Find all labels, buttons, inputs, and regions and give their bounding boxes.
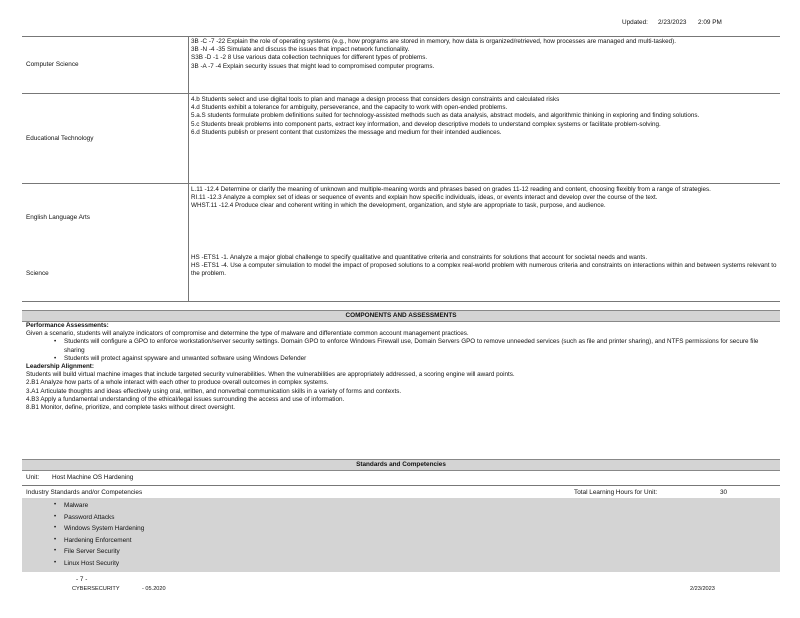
performance-intro: Given a scenario, students will analyze indicators of compromise and determine the type of malware and differentiate common account management practices.	[26, 330, 469, 338]
total-hours-value: 30	[720, 489, 728, 496]
industry-label: Industry Standards and/or Competencies	[26, 489, 143, 496]
list-item: 4.B3 Apply a fundamental understanding of the ethical/legal issues surrounding the access and use of information.	[26, 395, 345, 403]
standard-entry: 4.d Students exhibit a tolerance for ambiguity, perseverance, and the capacity to work with open-ended problems.	[191, 104, 508, 112]
subject-english-language-arts: English Language Arts	[26, 214, 90, 221]
standards-cell-science	[191, 254, 779, 279]
list-item: 3.A1 Articulate thoughts and ideas effectively using oral, written, and nonverbal communication skills in a variety of forms and contexts.	[26, 387, 402, 395]
standard-entry: WHST.11 -12.4 Produce clear and coherent writing in which the development, organization, and style are appropriate to task, purpose, and audience.	[191, 202, 606, 210]
list-item: 8.B1 Monitor, define, prioritize, and complete tasks without direct oversight.	[26, 404, 235, 412]
competency-list	[64, 500, 144, 570]
list-item: • Password Attacks	[64, 512, 144, 524]
standard-entry: L.11 -12.4 Determine or clarify the meaning of unknown and multiple-meaning words and phrases based on grades 11-12 reading and content, choosing flexibly from a range of strategies.	[191, 186, 711, 193]
list-item: • Hardening Enforcement	[64, 535, 144, 547]
list-item: 2.B1 Analyze how parts of a whole interact with each other to produce overall outcomes in complex systems.	[26, 379, 329, 387]
subject-educational-technology: Educational Technology	[26, 135, 94, 142]
standard-entry: 3B -N -4 -35 Simulate and discuss the issues that impact network functionality.	[191, 46, 410, 54]
leadership-intro: Students will build virtual machine images that include targeted security vulnerabilities. When the vulnerabilities are appropriately addressed, a scoring engine will award points.	[26, 371, 515, 379]
list-item: • Students will protect against spyware and unwanted software using Windows Defender	[64, 355, 778, 363]
standard-entry: 4.b Students select and use digital tools to plan and manage a design process that considers design constraints and calculated risks	[191, 96, 560, 103]
standard-entry: HS -ETS1 -4. Use a computer simulation to model the impact of proposed solutions to a complex real-world problem with numerous criteria and constraints on interactions within and between systems relevant to the problem.	[191, 262, 777, 278]
competency-panel	[22, 498, 780, 572]
list-item: • Students will configure a GPO to enforce workstation/server security settings. Domain GPO to enforce Windows Firewall use, Domain Servers GPO to remove unneeded services (such as file and printer sharing), and NTFS permissions for secure file sharing	[64, 338, 778, 354]
row-divider	[22, 183, 780, 184]
components-band-title: COMPONENTS AND ASSESSMENTS	[345, 312, 457, 319]
leadership-heading: Leadership Alignment:	[26, 363, 94, 371]
footer-date: 2/23/2023	[690, 586, 715, 592]
updated-date: 2/23/2023	[658, 19, 687, 26]
list-item: • File Server Security	[64, 546, 144, 558]
performance-section	[26, 322, 778, 412]
footer-version: - 05.2020	[142, 586, 166, 592]
standard-entry: RI.11 -12.3 Analyze a complex set of ideas or sequence of events and explain how specific individuals, ideas, or events interact and develop over the course of the text.	[191, 194, 658, 202]
list-item: • Linux Host Security	[64, 558, 144, 570]
performance-bullets	[64, 338, 778, 363]
standard-entry: S3B -D -1 -2 8 Use various data collection techniques for different types of problems.	[191, 54, 428, 62]
table-top-border	[22, 36, 780, 37]
standard-entry: 6.d Students publish or present content that customizes the message and medium for their intended audiences.	[191, 128, 502, 136]
standard-entry: 3B -A -7 -4 Explain security issues that might lead to compromised computer programs.	[191, 62, 435, 70]
subject-science: Science	[26, 270, 49, 277]
row-divider	[22, 93, 780, 94]
performance-heading: Performance Assessments:	[26, 322, 109, 329]
standard-entry: HS -ETS1 -1. Analyze a major global challenge to specify qualitative and quantitative criteria and constraints for solutions that account for societal needs and wants.	[191, 254, 648, 261]
standards-cell-english	[191, 186, 779, 211]
footer-course: CYBERSECURITY	[72, 586, 120, 592]
table-column-divider	[188, 36, 189, 301]
unit-value: Host Machine OS Hardening	[52, 474, 134, 481]
row-divider	[22, 301, 780, 302]
updated-label: Updated:	[622, 19, 648, 26]
standards-cell-educational-technology	[191, 96, 779, 137]
standards-band	[22, 459, 780, 471]
standard-entry: 5.c Students break problems into component parts, extract key information, and develop descriptive models to understand complex systems or facilitate problem-solving.	[191, 120, 661, 128]
components-band	[22, 310, 780, 322]
standard-entry: 5.a.S students formulate problem definitions suited for technology-assisted methods such as data analysis, abstract models, and algorithmic thinking in exploring and finding solutions.	[191, 112, 700, 120]
subject-computer-science: Computer Science	[26, 61, 79, 68]
standard-entry: 3B -C -7 -22 Explain the role of operating systems (e.g., how programs are stored in memory, how data is organized/retrieved, how processes are managed and multi-tasked).	[191, 38, 676, 45]
list-item: • Windows System Hardening	[64, 523, 144, 535]
standards-band-title: Standards and Competencies	[356, 461, 446, 468]
page-number: - 7 -	[76, 576, 88, 583]
unit-label: Unit:	[26, 474, 40, 481]
updated-time: 2:09 PM	[698, 19, 722, 26]
list-item: • Malware	[64, 500, 144, 512]
standards-cell-computer-science	[191, 38, 779, 71]
unit-divider	[22, 485, 780, 486]
total-hours-label: Total Learning Hours for Unit:	[574, 489, 658, 496]
